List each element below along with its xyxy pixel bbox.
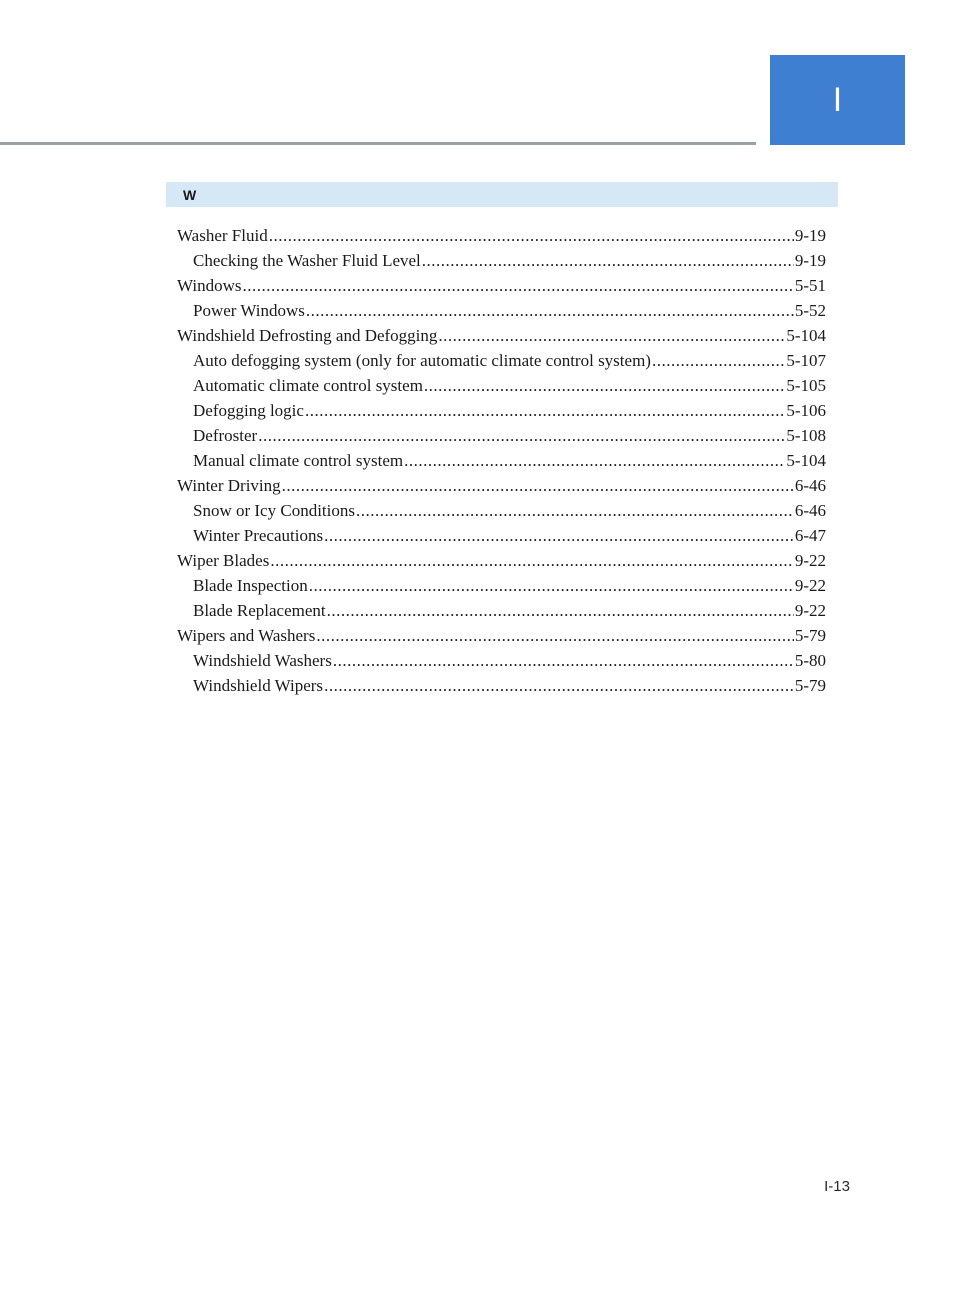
entry-term: Defogging logic	[193, 401, 304, 420]
index-entry	[177, 623, 826, 648]
entry-page-ref: 5-108	[786, 426, 826, 445]
entry-term: Windshield Wipers	[193, 676, 324, 695]
index-subentry	[177, 248, 826, 273]
dot-leader	[316, 623, 794, 648]
entry-term: Manual climate control system	[193, 451, 404, 470]
dot-leader	[306, 298, 794, 323]
entry-page-ref: 5-104	[786, 451, 826, 470]
index-entry	[177, 273, 826, 298]
entry-term: Checking the Washer Fluid Level	[193, 251, 421, 270]
page-number: I-13	[824, 1178, 850, 1195]
entry-page-ref: 9-22	[794, 601, 826, 620]
entry-term: Snow or Icy Conditions	[193, 501, 355, 520]
header-rule	[0, 142, 756, 145]
entry-page-ref: 6-46	[794, 501, 826, 520]
index-subentry	[177, 648, 826, 673]
dot-leader	[652, 348, 785, 373]
dot-leader	[424, 373, 785, 398]
entry-term: Washer Fluid	[177, 226, 268, 245]
dot-leader	[438, 323, 785, 348]
index-entry	[177, 473, 826, 498]
chapter-tab	[770, 55, 905, 145]
entry-term: Winter Driving	[177, 476, 281, 495]
index-subentry	[177, 398, 826, 423]
entry-page-ref: 5-105	[786, 376, 826, 395]
entry-page-ref: 5-51	[794, 276, 826, 295]
index-list	[177, 223, 826, 698]
entry-term: Auto defogging system (only for automatic climate control system)	[193, 351, 651, 370]
entry-page-ref: 5-104	[786, 326, 826, 345]
entry-term: Defroster	[193, 426, 258, 445]
entry-page-ref: 5-79	[794, 676, 826, 695]
dot-leader	[422, 248, 794, 273]
index-subentry	[177, 448, 826, 473]
entry-term: Windows	[177, 276, 242, 295]
entry-term: Automatic climate control system	[193, 376, 423, 395]
entry-term: Blade Inspection	[193, 576, 308, 595]
dot-leader	[356, 498, 794, 523]
entry-term: Winter Precautions	[193, 526, 324, 545]
index-entry	[177, 548, 826, 573]
entry-term: Windshield Washers	[193, 651, 332, 670]
dot-leader	[404, 448, 785, 473]
entry-page-ref: 9-22	[794, 576, 826, 595]
dot-leader	[282, 473, 794, 498]
entry-page-ref: 5-80	[794, 651, 826, 670]
index-subentry	[177, 423, 826, 448]
entry-page-ref: 5-106	[786, 401, 826, 420]
dot-leader	[324, 673, 794, 698]
index-entry	[177, 323, 826, 348]
entry-page-ref: 6-46	[794, 476, 826, 495]
index-entry	[177, 223, 826, 248]
entry-page-ref: 9-19	[794, 251, 826, 270]
index-subentry	[177, 373, 826, 398]
index-subentry	[177, 298, 826, 323]
index-subentry	[177, 348, 826, 373]
section-letter: W	[183, 187, 197, 203]
index-subentry	[177, 598, 826, 623]
dot-leader	[327, 598, 794, 623]
index-subentry	[177, 523, 826, 548]
dot-leader	[305, 398, 785, 423]
entry-term: Wipers and Washers	[177, 626, 316, 645]
dot-leader	[309, 573, 794, 598]
index-subentry	[177, 673, 826, 698]
dot-leader	[333, 648, 794, 673]
entry-term: Blade Replacement	[193, 601, 326, 620]
chapter-tab-label: I	[832, 80, 843, 119]
entry-page-ref: 9-22	[794, 551, 826, 570]
entry-term: Windshield Defrosting and Defogging	[177, 326, 438, 345]
entry-term: Power Windows	[193, 301, 305, 320]
dot-leader	[242, 273, 793, 298]
dot-leader	[270, 548, 794, 573]
dot-leader	[258, 423, 785, 448]
entry-term: Wiper Blades	[177, 551, 270, 570]
entry-page-ref: 5-52	[794, 301, 826, 320]
dot-leader	[269, 223, 794, 248]
dot-leader	[324, 523, 794, 548]
entry-page-ref: 6-47	[794, 526, 826, 545]
entry-page-ref: 5-79	[794, 626, 826, 645]
index-subentry	[177, 498, 826, 523]
index-subentry	[177, 573, 826, 598]
section-header	[166, 182, 838, 207]
entry-page-ref: 5-107	[786, 351, 826, 370]
entry-page-ref: 9-19	[794, 226, 826, 245]
